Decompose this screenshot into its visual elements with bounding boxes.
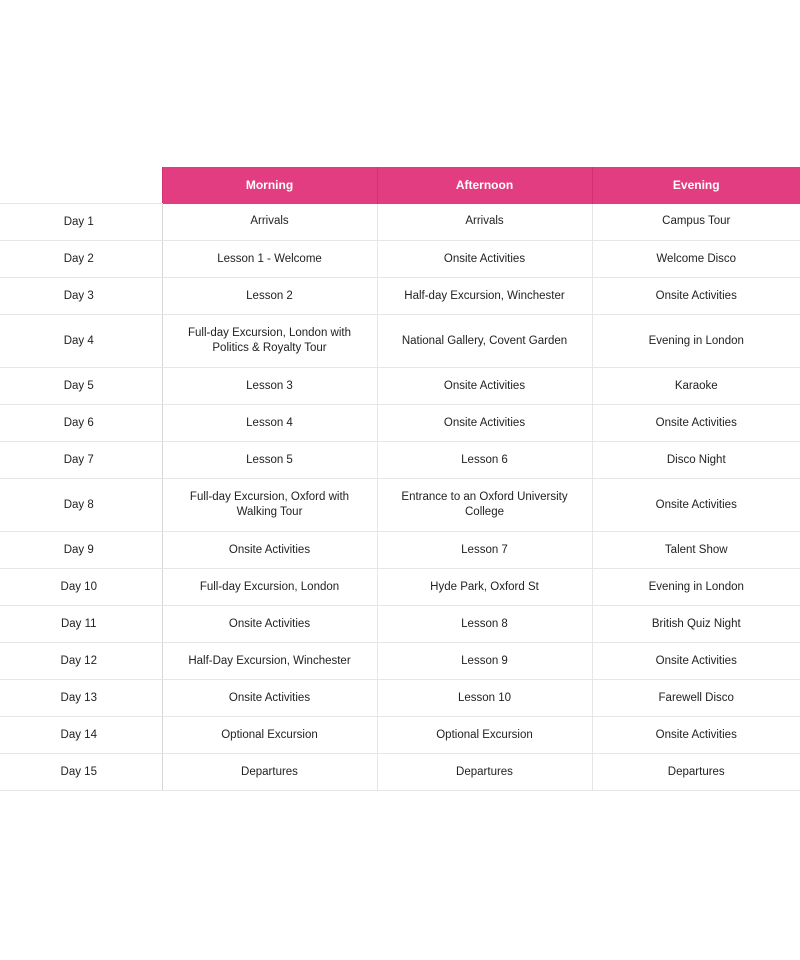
morning-cell: Lesson 5	[162, 442, 377, 479]
evening-cell: Onsite Activities	[592, 479, 800, 532]
header-row	[0, 167, 800, 204]
morning-cell: Lesson 2	[162, 278, 377, 315]
afternoon-cell: Half-day Excursion, Winchester	[377, 278, 592, 315]
day-label: Day 15	[0, 754, 162, 791]
morning-cell: Arrivals	[162, 204, 377, 241]
afternoon-cell: Departures	[377, 754, 592, 791]
table-row	[0, 754, 800, 791]
evening-cell: Disco Night	[592, 442, 800, 479]
afternoon-cell: Lesson 7	[377, 532, 592, 569]
day-label: Day 10	[0, 569, 162, 606]
schedule-body	[0, 204, 800, 791]
afternoon-cell: Arrivals	[377, 204, 592, 241]
evening-cell: Karaoke	[592, 368, 800, 405]
afternoon-cell: Hyde Park, Oxford St	[377, 569, 592, 606]
table-row	[0, 532, 800, 569]
morning-cell: Lesson 4	[162, 405, 377, 442]
morning-cell: Optional Excursion	[162, 717, 377, 754]
table-row	[0, 569, 800, 606]
day-label: Day 1	[0, 204, 162, 241]
evening-cell: Welcome Disco	[592, 241, 800, 278]
day-label: Day 7	[0, 442, 162, 479]
day-label: Day 13	[0, 680, 162, 717]
day-label: Day 8	[0, 479, 162, 532]
afternoon-cell: Onsite Activities	[377, 241, 592, 278]
evening-cell: Onsite Activities	[592, 278, 800, 315]
day-label: Day 6	[0, 405, 162, 442]
evening-cell: Departures	[592, 754, 800, 791]
table-row	[0, 717, 800, 754]
day-label: Day 5	[0, 368, 162, 405]
afternoon-cell: Entrance to an Oxford University College	[377, 479, 592, 532]
afternoon-cell: Lesson 6	[377, 442, 592, 479]
table-row	[0, 680, 800, 717]
evening-cell: Onsite Activities	[592, 717, 800, 754]
afternoon-cell: Onsite Activities	[377, 405, 592, 442]
schedule-table	[0, 167, 800, 791]
table-row	[0, 368, 800, 405]
day-label: Day 4	[0, 315, 162, 368]
morning-cell: Half-Day Excursion, Winchester	[162, 643, 377, 680]
evening-cell: Talent Show	[592, 532, 800, 569]
table-row	[0, 204, 800, 241]
header-evening: Evening	[592, 167, 800, 204]
table-row	[0, 442, 800, 479]
table-row	[0, 278, 800, 315]
evening-cell: Farewell Disco	[592, 680, 800, 717]
afternoon-cell: Optional Excursion	[377, 717, 592, 754]
morning-cell: Lesson 3	[162, 368, 377, 405]
table-row	[0, 405, 800, 442]
morning-cell: Full-day Excursion, London	[162, 569, 377, 606]
day-label: Day 9	[0, 532, 162, 569]
afternoon-cell: Onsite Activities	[377, 368, 592, 405]
evening-cell: Onsite Activities	[592, 643, 800, 680]
table-row	[0, 643, 800, 680]
header-morning: Morning	[162, 167, 377, 204]
evening-cell: Campus Tour	[592, 204, 800, 241]
afternoon-cell: National Gallery, Covent Garden	[377, 315, 592, 368]
morning-cell: Onsite Activities	[162, 532, 377, 569]
evening-cell: British Quiz Night	[592, 606, 800, 643]
day-label: Day 11	[0, 606, 162, 643]
table-row	[0, 479, 800, 532]
morning-cell: Departures	[162, 754, 377, 791]
table-row	[0, 315, 800, 368]
morning-cell: Onsite Activities	[162, 680, 377, 717]
evening-cell: Evening in London	[592, 315, 800, 368]
evening-cell: Evening in London	[592, 569, 800, 606]
morning-cell: Full-day Excursion, Oxford with Walking Tour	[162, 479, 377, 532]
day-label: Day 12	[0, 643, 162, 680]
schedule-header	[0, 167, 800, 204]
header-corner-cell	[0, 167, 162, 204]
morning-cell: Lesson 1 - Welcome	[162, 241, 377, 278]
table-row	[0, 241, 800, 278]
day-label: Day 2	[0, 241, 162, 278]
morning-cell: Onsite Activities	[162, 606, 377, 643]
table-row	[0, 606, 800, 643]
day-label: Day 14	[0, 717, 162, 754]
afternoon-cell: Lesson 9	[377, 643, 592, 680]
afternoon-cell: Lesson 10	[377, 680, 592, 717]
day-label: Day 3	[0, 278, 162, 315]
evening-cell: Onsite Activities	[592, 405, 800, 442]
afternoon-cell: Lesson 8	[377, 606, 592, 643]
header-afternoon: Afternoon	[377, 167, 592, 204]
morning-cell: Full-day Excursion, London with Politics & Royalty Tour	[162, 315, 377, 368]
